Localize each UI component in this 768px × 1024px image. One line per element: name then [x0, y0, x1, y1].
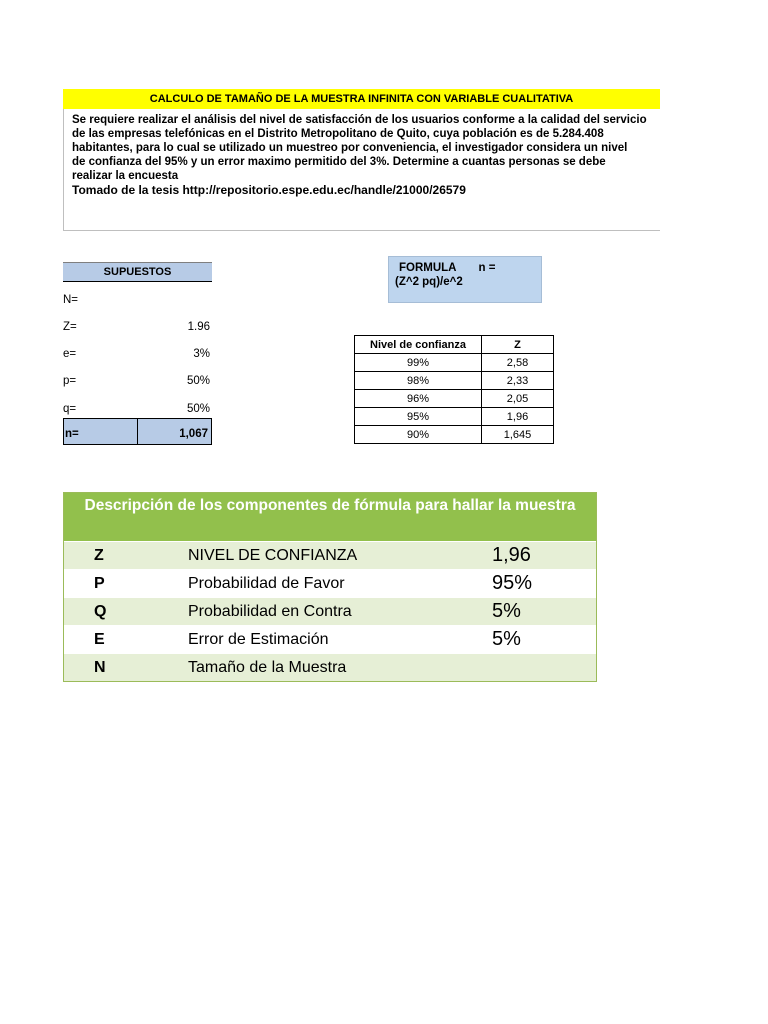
component-description: NIVEL DE CONFIANZA [188, 546, 358, 564]
table-cell: 2,05 [482, 390, 554, 408]
component-key: Q [94, 602, 107, 620]
component-description: Probabilidad de Favor [188, 574, 345, 592]
table-cell: 1,96 [482, 408, 554, 426]
confidence-table [354, 335, 554, 444]
component-row-p [64, 569, 596, 597]
component-row-q [64, 597, 596, 625]
supuesto-value: 50% [186, 403, 210, 415]
table-cell: 90% [355, 426, 482, 444]
table-cell: 99% [355, 354, 482, 372]
supuesto-label: e= [63, 348, 77, 360]
formula-box [388, 256, 542, 303]
description-line: Se requiere realizar el análisis del nivel de satisfacción de los usuarios conforme a la calidad del servicio [72, 114, 647, 126]
component-key: E [94, 630, 105, 648]
components-title: Descripción de los componentes de fórmula para hallar la muestra [64, 493, 596, 541]
sheet-title: CALCULO DE TAMAÑO DE LA MUESTRA INFINITA CON VARIABLE CUALITATIVA [63, 89, 660, 109]
result-value: 1,067 [138, 419, 211, 444]
table-row [355, 408, 554, 426]
table-cell: 2,33 [482, 372, 554, 390]
formula-expression: (Z^2 pq)/e^2 [395, 276, 463, 288]
supuesto-row-q [63, 399, 212, 419]
component-value: 5% [492, 628, 521, 650]
column-header: Z [482, 336, 554, 354]
problem-description [63, 109, 660, 231]
description-line: de confianza del 95% y un error maximo permitido del 3%. Determine a cuantas personas se debe [72, 156, 606, 168]
formula-lhs: n = [478, 262, 496, 274]
table-row [355, 426, 554, 444]
table-row [355, 354, 554, 372]
component-row-z [64, 541, 596, 569]
component-value: 95% [492, 572, 533, 594]
supuesto-row-p [63, 371, 212, 391]
description-line: de las empresas telefónicas en el Distrito Metropolitano de Quito, cuya población es de 5.284.408 [72, 128, 604, 140]
component-row-e [64, 625, 596, 653]
component-key: N [94, 658, 106, 676]
formula-label: FORMULA [399, 262, 457, 274]
table-cell: 98% [355, 372, 482, 390]
supuesto-label: p= [63, 375, 77, 387]
supuestos-header: SUPUESTOS [63, 262, 212, 282]
sample-size-result [63, 418, 212, 445]
component-value: 1,96 [492, 544, 531, 566]
supuesto-row-e [63, 344, 212, 364]
component-description: Tamaño de la Muestra [188, 658, 347, 676]
description-source: Tomado de la tesis http://repositorio.espe.edu.ec/handle/21000/26579 [72, 183, 466, 197]
supuesto-row-z [63, 317, 212, 337]
description-line: habitantes, para lo cual se utilizado un muestreo por conveniencia, el investigador considera un nivel [72, 142, 628, 154]
table-row [355, 390, 554, 408]
table-cell: 2,58 [482, 354, 554, 372]
result-label: n= [64, 419, 138, 444]
component-key: P [94, 574, 105, 592]
supuesto-label: q= [63, 403, 77, 415]
component-key: Z [94, 546, 104, 564]
column-header: Nivel de confianza [355, 336, 482, 354]
component-row-n [64, 653, 596, 681]
table-cell: 96% [355, 390, 482, 408]
component-description: Probabilidad en Contra [188, 602, 352, 620]
table-row [355, 372, 554, 390]
component-value: 5% [492, 600, 521, 622]
table-header-row [355, 336, 554, 354]
description-line: realizar la encuesta [72, 170, 179, 182]
supuesto-value: 1.96 [187, 321, 210, 333]
table-cell: 1,645 [482, 426, 554, 444]
components-table [63, 492, 597, 682]
supuesto-label: Z= [63, 321, 77, 333]
supuesto-value: 50% [186, 375, 210, 387]
supuesto-value: 3% [193, 348, 210, 360]
supuesto-row-n [63, 290, 212, 310]
component-description: Error de Estimación [188, 630, 329, 648]
supuesto-label: N= [63, 294, 79, 306]
table-cell: 95% [355, 408, 482, 426]
